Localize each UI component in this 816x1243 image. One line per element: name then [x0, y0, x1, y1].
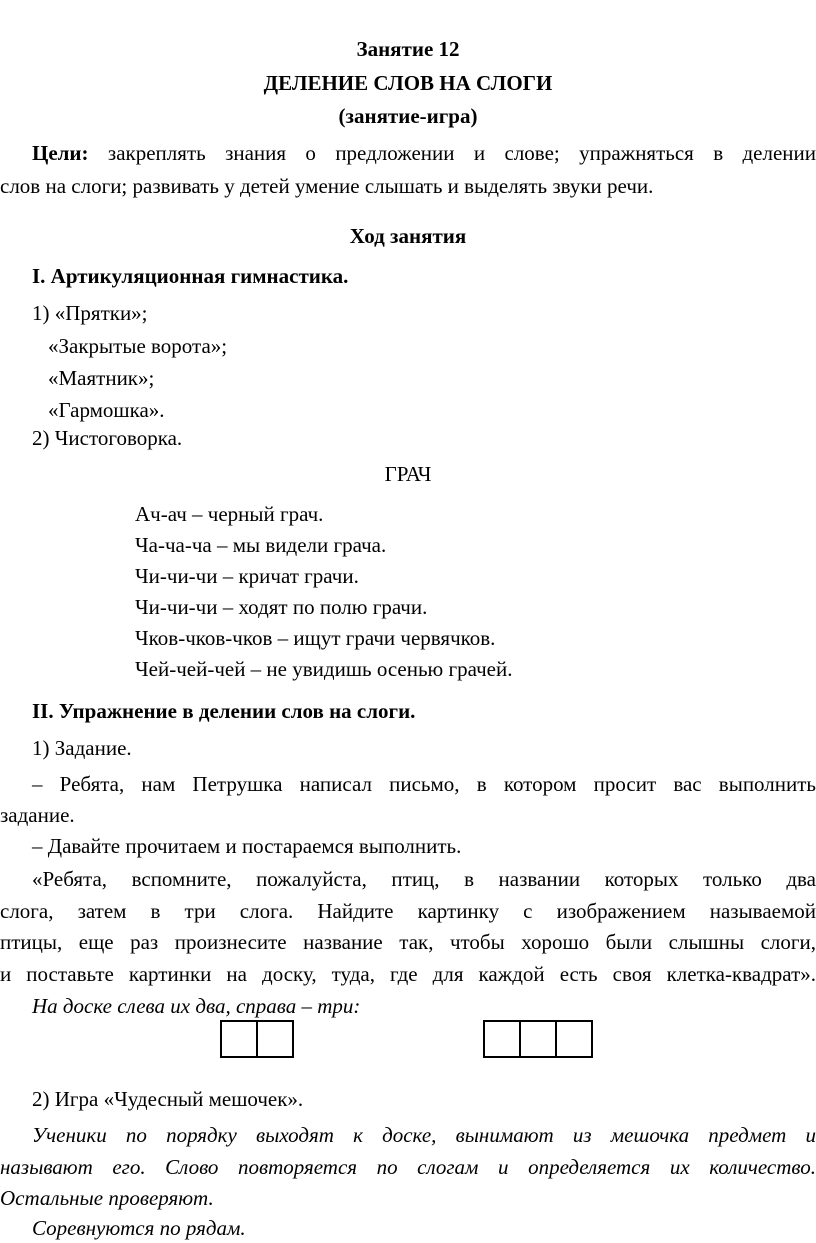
exercise-item: 1) «Прятки»;: [32, 301, 148, 325]
poem-line: Ча-ча-ча – мы видели грача.: [135, 533, 387, 557]
poem-line: Ач-ач – черный грач.: [135, 502, 324, 526]
three-syllable-cells: [483, 1020, 591, 1058]
section1-title: I. Артикуляционная гимнастика.: [32, 264, 349, 288]
task-label: 1) Задание.: [32, 736, 132, 760]
paragraph-line: – Ребята, нам Петрушка написал письмо, в котором просит вас выполнить: [32, 772, 816, 796]
paragraph-line: и поставьте картинки на доску, туда, где для каждой есть своя клетка-квадрат».: [0, 962, 816, 986]
poem-line: Чей-чей-чей – не увидишь осенью грачей.: [135, 657, 513, 681]
lesson-subtitle: (занятие-игра): [338, 104, 478, 128]
exercise-item: «Гармошка».: [48, 398, 165, 422]
game-description-line: называют его. Слово повторяется по слогам и определяется их количество.: [0, 1155, 816, 1179]
section2-title: II. Упражнение в делении слов на слоги.: [32, 699, 416, 723]
syllable-cell: [220, 1020, 258, 1058]
paragraph-line: «Ребята, вспомните, пожалуйста, птиц, в названии которых только два: [32, 867, 816, 891]
syllable-cell: [256, 1020, 294, 1058]
poem-line: Чков-чков-чков – ищут грачи червячков.: [135, 626, 496, 650]
two-syllable-cells: [220, 1020, 292, 1058]
compete-note: Соревнуются по рядам.: [32, 1216, 246, 1240]
game-description-line: Ученики по порядку выходят к доске, вынимают из мешочка предмет и: [32, 1123, 816, 1147]
paragraph-line: задание.: [0, 803, 75, 827]
goals-line-1: [32, 140, 816, 166]
poem-title: ГРАЧ: [384, 462, 432, 486]
game-description-line: Остальные проверяют.: [0, 1186, 214, 1210]
lesson-number: Занятие 12: [356, 37, 460, 61]
syllable-cell: [555, 1020, 593, 1058]
paragraph-line: птицы, еще раз произнесите название так, чтобы хорошо были слышны слоги,: [0, 930, 816, 954]
paragraph-line: слога, затем в три слога. Найдите картинку с изображением называемой: [0, 899, 816, 923]
goals-text: закреплять знания о предложении и слове; упражняться в делении: [107, 141, 816, 165]
game-title: 2) Игра «Чудесный мешочек».: [32, 1087, 304, 1111]
board-note: На доске слева их два, справа – три:: [32, 994, 361, 1018]
paragraph-line: – Давайте прочитаем и постараемся выполнить.: [32, 834, 462, 858]
poem-line: Чи-чи-чи – ходят по полю грачи.: [135, 595, 428, 619]
syllable-cell: [519, 1020, 557, 1058]
syllable-cell: [483, 1020, 521, 1058]
lesson-title: ДЕЛЕНИЕ СЛОВ НА СЛОГИ: [263, 71, 553, 95]
goals-label: Цели:: [32, 141, 89, 165]
poem-line: Чи-чи-чи – кричат грачи.: [135, 564, 359, 588]
exercise-item: «Закрытые ворота»;: [48, 334, 228, 358]
tongue-twister-item: 2) Чистоговорка.: [32, 426, 183, 450]
course-title: Ход занятия: [349, 224, 467, 248]
exercise-item: «Маятник»;: [48, 366, 155, 390]
goals-line-2: слов на слоги; развивать у детей умение слышать и выделять звуки речи.: [0, 174, 654, 198]
